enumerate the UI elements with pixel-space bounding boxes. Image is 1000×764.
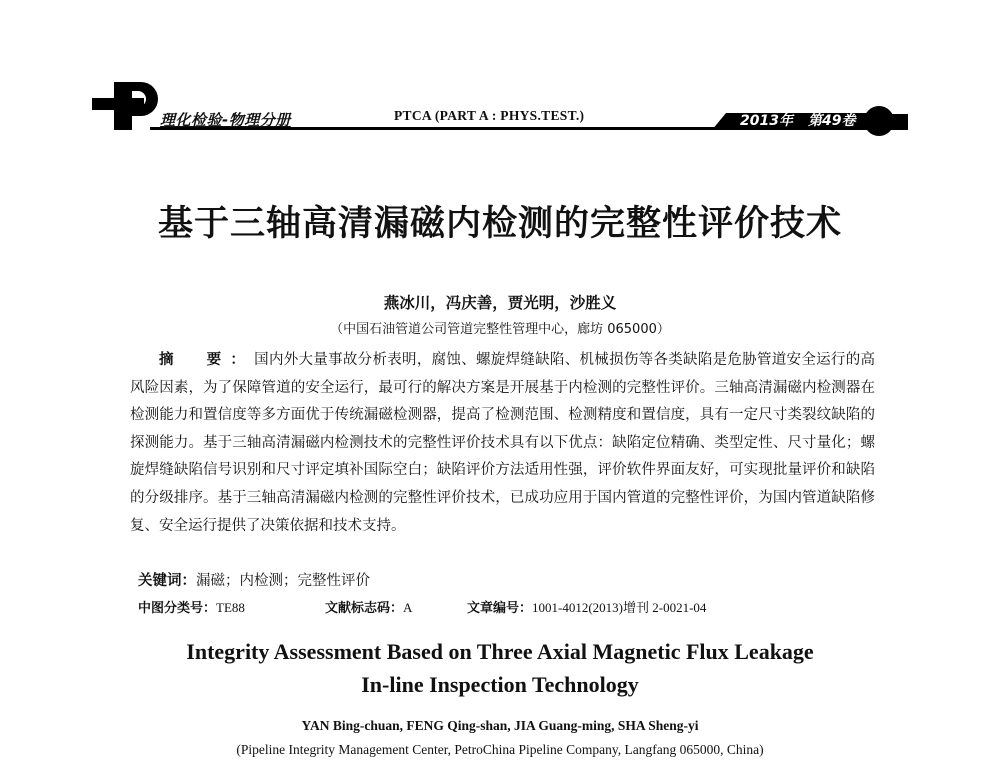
journal-name: PTCA (PART A : PHYS.TEST.) bbox=[394, 108, 585, 123]
journal-series: 理化检验-物理分册 bbox=[160, 111, 291, 129]
authors-en: YAN Bing-chuan, FENG Qing-shan, JIA Guang-ming, SHA Sheng-yi bbox=[301, 718, 699, 733]
issue-volume: 第49卷 bbox=[808, 113, 856, 129]
abstract bbox=[130, 347, 875, 540]
keywords-label: 关键词： bbox=[138, 573, 196, 589]
header-tab bbox=[886, 114, 908, 130]
abstract-label: 摘 要： bbox=[159, 352, 255, 368]
clc-number: 中图分类号：TE88 bbox=[138, 600, 245, 616]
paper-title-en-line1: Integrity Assessment Based on Three Axial Magnetic Flux Leakage bbox=[186, 639, 814, 664]
paper-title-en-line2: In-line Inspection Technology bbox=[361, 672, 639, 697]
paper-title-cn: 基于三轴高清漏磁内检测的完整性评价技术 bbox=[157, 204, 842, 244]
authors-cn: 燕冰川，冯庆善，贾光明，沙胜义 bbox=[383, 294, 617, 312]
paper-title-en bbox=[0, 635, 1000, 701]
keywords-text: 漏磁；内检测；完整性评价 bbox=[196, 573, 370, 589]
abstract-text: 国内外大量事故分析表明，腐蚀、螺旋焊缝缺陷、机械损伤等各类缺陷是危胁管道安全运行的高风险因素，为了保障管道的安全运行，最可行的解决方案是开展基于内检测的完整性评价。三轴高清漏磁内检测器在检测能力和置信度等多方面优于传统漏磁检测器，提高了检测范围、检测精度和置信度，具有一定尺寸类裂纹缺陷的探测能力。基于三轴高清漏磁内检测技术的完整性评价技术具有以下优点：缺陷定位精确、类型定性、尺寸量化；螺旋焊缝缺陷信号识别和尺寸评定填补国际空白；缺陷评价方法适用性强，评价软件界面友好，可实现批量评价和缺陷的分级排序。基于三轴高清漏磁内检测的完整性评价技术，已成功应用于国内管道的完整性评价，为国内管道缺陷修复、安全运行提供了决策依据和技术支持。 bbox=[130, 352, 875, 534]
affiliation-cn: （中国石油管道公司管道完整性管理中心，廊坊 065000） bbox=[330, 322, 670, 337]
affiliation-en: (Pipeline Integrity Management Center, PetroChina Pipeline Company, Langfang 065000, China) bbox=[236, 742, 764, 757]
article-number: 文章编号：1001-4012(2013)增刊 2-0021-04 bbox=[467, 600, 707, 616]
issue-year: 2013年 bbox=[740, 113, 793, 129]
keywords bbox=[138, 569, 370, 590]
document-code: 文献标志码：A bbox=[325, 600, 413, 616]
journal-header bbox=[0, 0, 1000, 140]
